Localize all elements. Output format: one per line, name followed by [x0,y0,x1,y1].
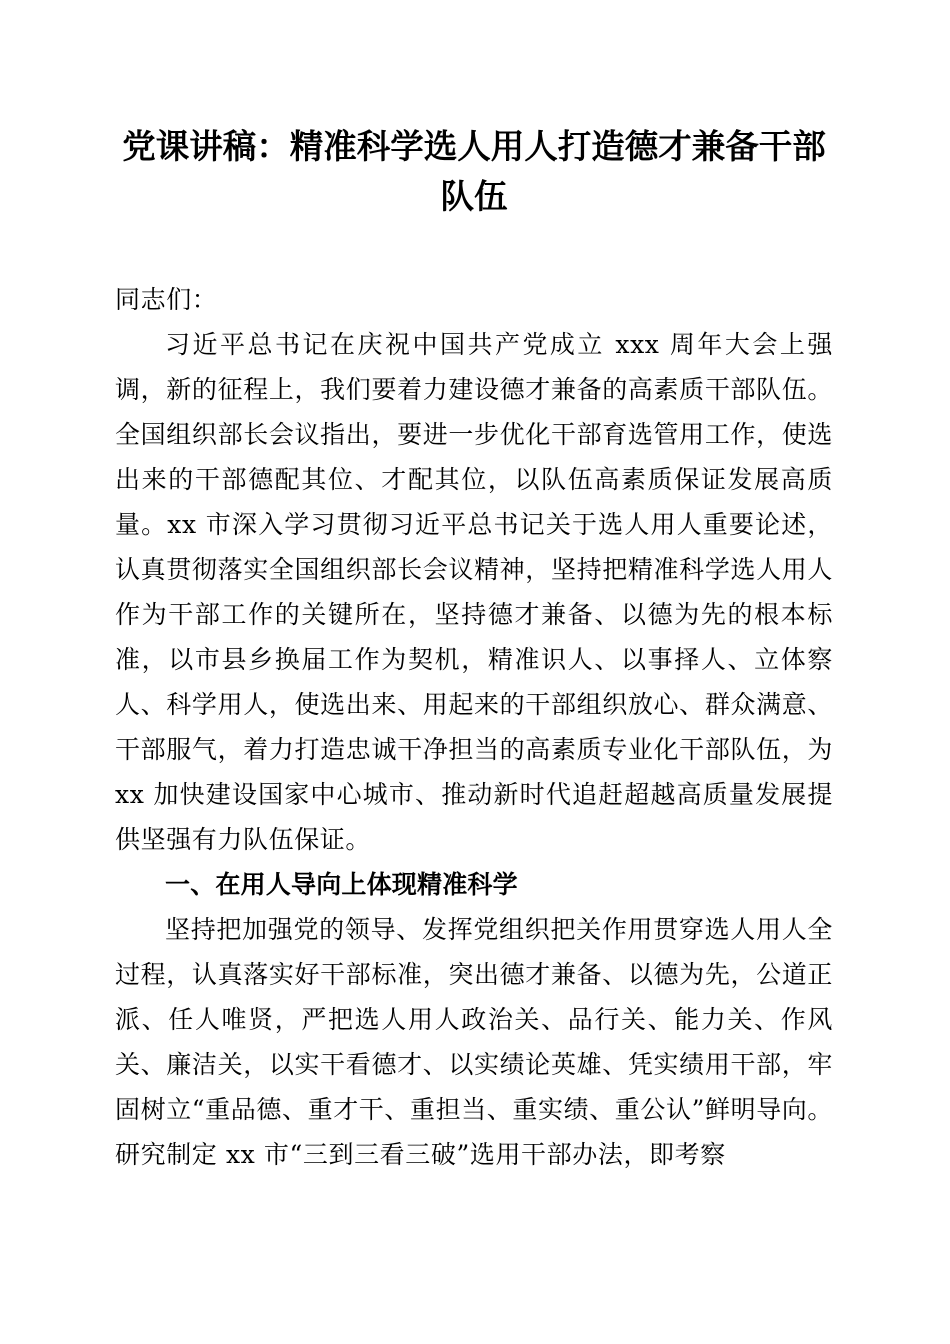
document-content [115,0,833,1177]
page-title: 党课讲稿：精准科学选人用人打造德才兼备干部队伍 [122,127,826,216]
salutation-line: 同志们： [115,285,218,314]
body-paragraph-1: 习近平总书记在庆祝中国共产党成立 xxx 周年大会上强调，新的征程上，我们要着力建设德才兼备的高素质干部队伍。全国组织部长会议指出，要进一步优化干部育选管用工作，使选出来的干部德配其位、才配其位，以队伍高素质保证发展高质量。xx 市深入学习贯彻习近平总书记关于选人用人重要论述，认真贯彻落实全国组织部长会议精神，坚持把精准科学选人用人作为干部工作的关键所在，坚持德才兼备、以德为先的根本标准，以市县乡换届工作为契机，精准识人、以事择人、立体察人、科学用人，使选出来、用起来的干部组织放心、群众满意、干部服气，着力打造忠诚干净担当的高素质专业化干部队伍，为 xx 加快建设国家中心城市、推动新时代追赶超越高质量发展提供坚强有力队伍保证。 [115,330,833,854]
body-paragraph-2: 坚持把加强党的领导、发挥党组织把关作用贯穿选人用人全过程，认真落实好干部标准，突出德才兼备、以德为先，公道正派、任人唯贤，严把选人用人政治关、品行关、能力关、作风关、廉洁关，以实干看德才、以实绩论英雄、凭实绩用干部，牢固树立“重品德、重才干、重担当、重实绩、重公认”鲜明导向。研究制定 xx 市“三到三看三破”选用干部办法，即考察 [115,915,833,1169]
section-heading-1: 一、在用人导向上体现精准科学 [165,870,518,899]
